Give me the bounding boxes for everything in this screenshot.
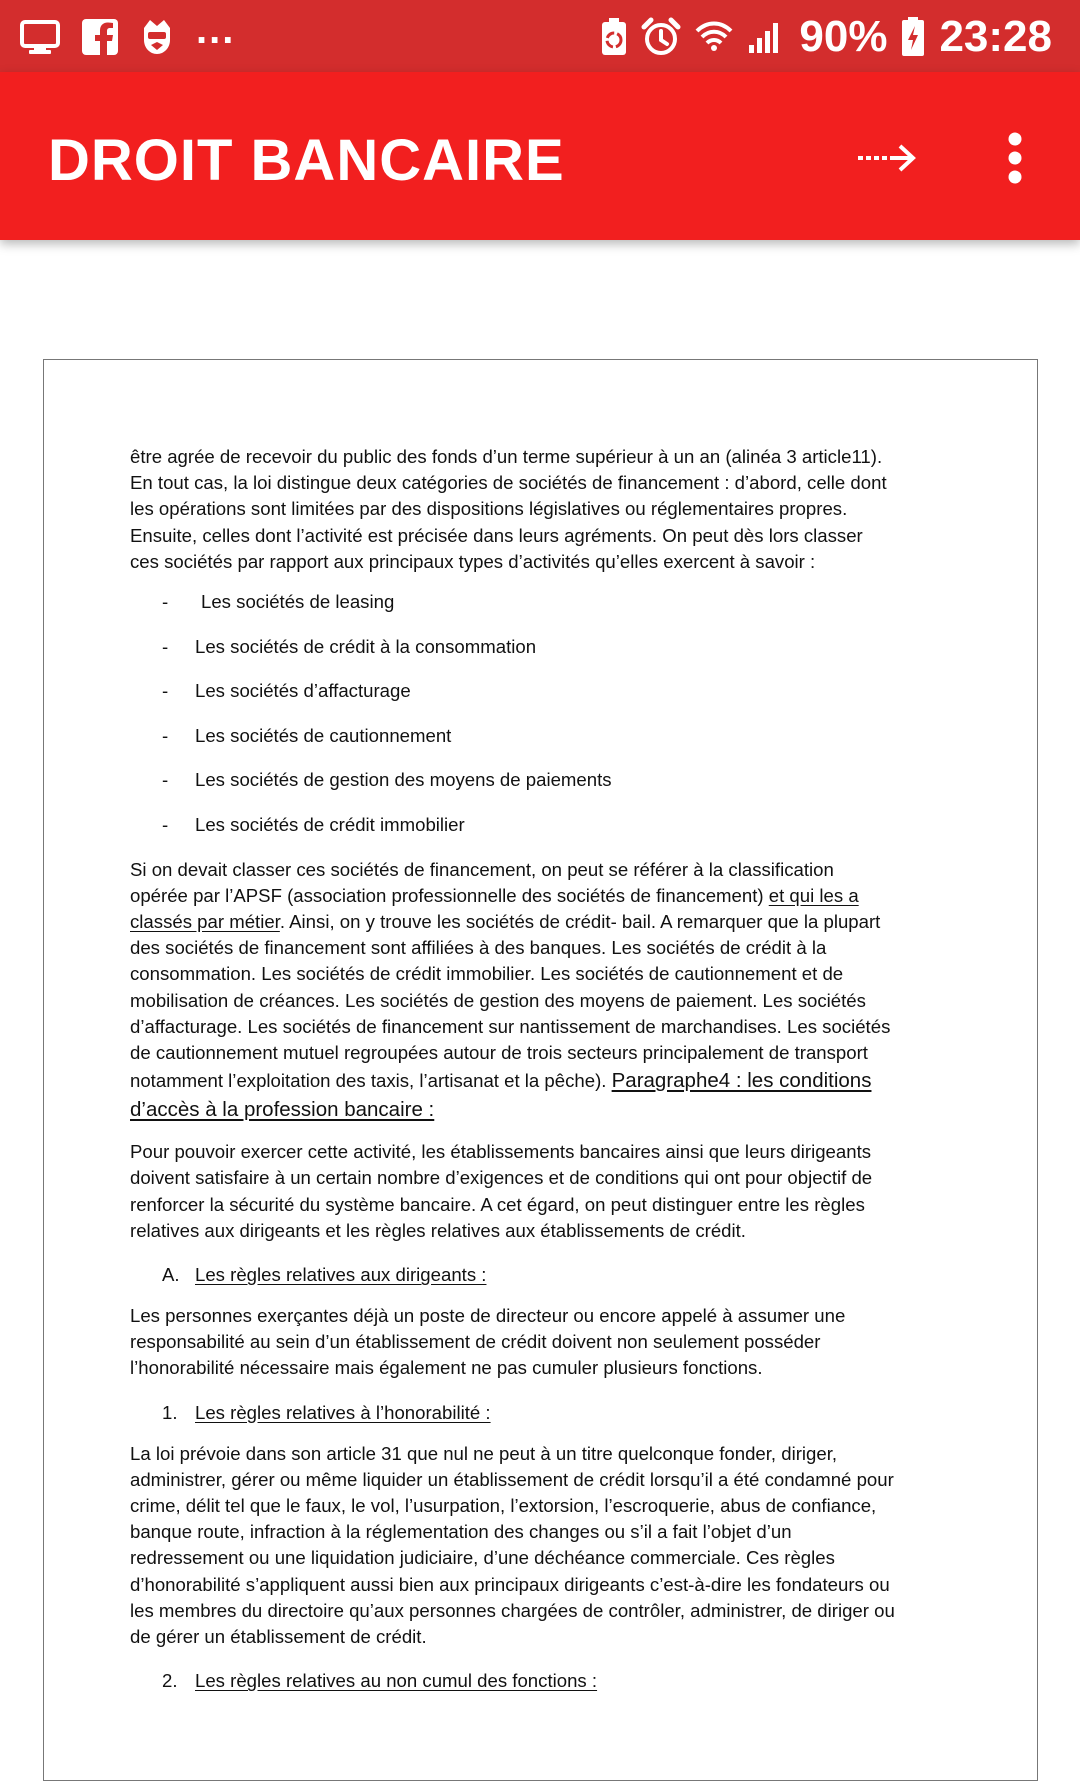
app-title: DROIT BANCAIRE [48,128,565,193]
classification-paragraph: Si on devait classer ces sociétés de financement, on peut se référer à la classification opérée par l’APSF (association professionnelle des sociétés de financement) et qui les a classés par métier. Ainsi, on y trouve les sociétés de crédit- bail. A remarquer que la plupart des sociétés de financement sont affiliées à des banques. Les sociétés de crédit à la consommation. Les sociétés de crédit immobilier. Les sociétés de cautionnement et de mobilisation de créances. Les sociétés de gestion des moyens de paiement. Les sociétés d’affacturage. Les sociétés de financement sur nantissement de marchandises. Les sociétés de cautionnement mutuel regroupées autour de trois secteurs principalement de transport notamment l’exploitation des taxis, l’artisanat et la pêche). Paragraphe4 : les conditions d’accès à la profession bancaire : [130,858,891,1122]
honorabilite-paragraph: La loi prévoie dans son article 31 que nul ne peut à un titre quelconque fonder, diriger, administrer, gérer ou même liquider un établissement de crédit lorsqu’il a été condamné pour crime, délit tel que le faux, le vol, l’usurpation, l’extorsion, l’escroquerie, abus de confiance, banque route, infraction à la réglementation des changes ou s’il a fait l’objet d’un redressement ou une liquidation judiciaire, d’une déchéance commerciale. Ces règles d’honorabilité s’appliquent aussi bien aux principaux dirigeants c’est-à-dire les fondateurs ou les membres du directoire qu’aux personnes chargées de contrôler, administrer, de diriger ou de gérer un établissement de crédit. [130,1442,895,1647]
cellular-signal-icon [747,19,785,55]
paragraph-title: Paragraphe4 : les conditions [611,1069,872,1093]
next-page-button[interactable] [852,136,922,180]
section-1-heading: 1. Les règles relatives à l’honorabilité : [162,1401,491,1423]
more-vertical-icon [1007,132,1023,184]
paragraph-title-continued: d’accès à la profession bancaire : [130,1098,435,1122]
battery-percent: 90% [799,12,888,61]
hero-mask-icon [140,18,174,56]
status-bar [0,0,1080,72]
list-item: - Les sociétés de crédit à la consommation [162,635,537,657]
app-bar [0,72,1080,240]
battery-charging-icon [901,17,925,57]
section-2-heading: 2. Les règles relatives au non cumul des fonctions : [162,1670,598,1692]
section-a-heading: A. Les règles relatives aux dirigeants : [162,1263,487,1285]
list-item: - Les sociétés de gestion des moyens de paiements [162,769,612,791]
alarm-clock-icon [641,17,681,57]
list-item: - Les sociétés de cautionnement [162,724,452,746]
intro-paragraph: être agrée de recevoir du public des fonds d’un terme supérieur à un an (alinéa 3 article11). En tout cas, la loi distingue deux catégories de sociétés de financement : d’abord, celle dont les opérations sont limitées par des dispositions législatives ou réglementaires propres. Ensuite, celles dont l’activité est précisée dans leurs agréments. On peut dès lors classer ces sociétés par rapport aux principaux types d’activités qu’elles exercent à savoir : [130,446,887,572]
monitor-icon [20,19,60,55]
financing-types-list [130,589,960,842]
wifi-icon [695,19,733,55]
list-item: - Les sociétés d’affacturage [162,680,411,702]
document-content [130,444,960,1694]
clock: 23:28 [939,12,1052,61]
facebook-icon [82,19,118,55]
conditions-paragraph: Pour pouvoir exercer cette activité, les établissements bancaires ainsi que leurs dirigeants doivent satisfaire à un certain nombre d’exigences et de conditions qui ont pour objectif de renforcer la sécurité du système bancaire. A cet égard, on peut distinguer entre les règles relatives aux dirigeants et les règles relatives aux établissements de crédit. [130,1141,873,1241]
status-bar-system [587,10,1052,64]
list-item: - Les sociétés de leasing [162,591,395,613]
status-bar-notifications [20,8,257,60]
list-item: - Les sociétés de crédit immobilier [162,813,465,835]
overflow-menu-button[interactable] [995,127,1035,189]
more-notifications: ... [196,8,236,52]
dashed-arrow-right-icon [856,143,918,173]
battery-saver-icon [601,18,627,56]
dirigeants-paragraph: Les personnes exerçantes déjà un poste de directeur ou encore appelé à assumer une responsabilité au sein d’un établissement de crédit doivent non seulement posséder l’honorabilité nécessaire mais également ne pas cumuler plusieurs fonctions. [130,1304,846,1379]
